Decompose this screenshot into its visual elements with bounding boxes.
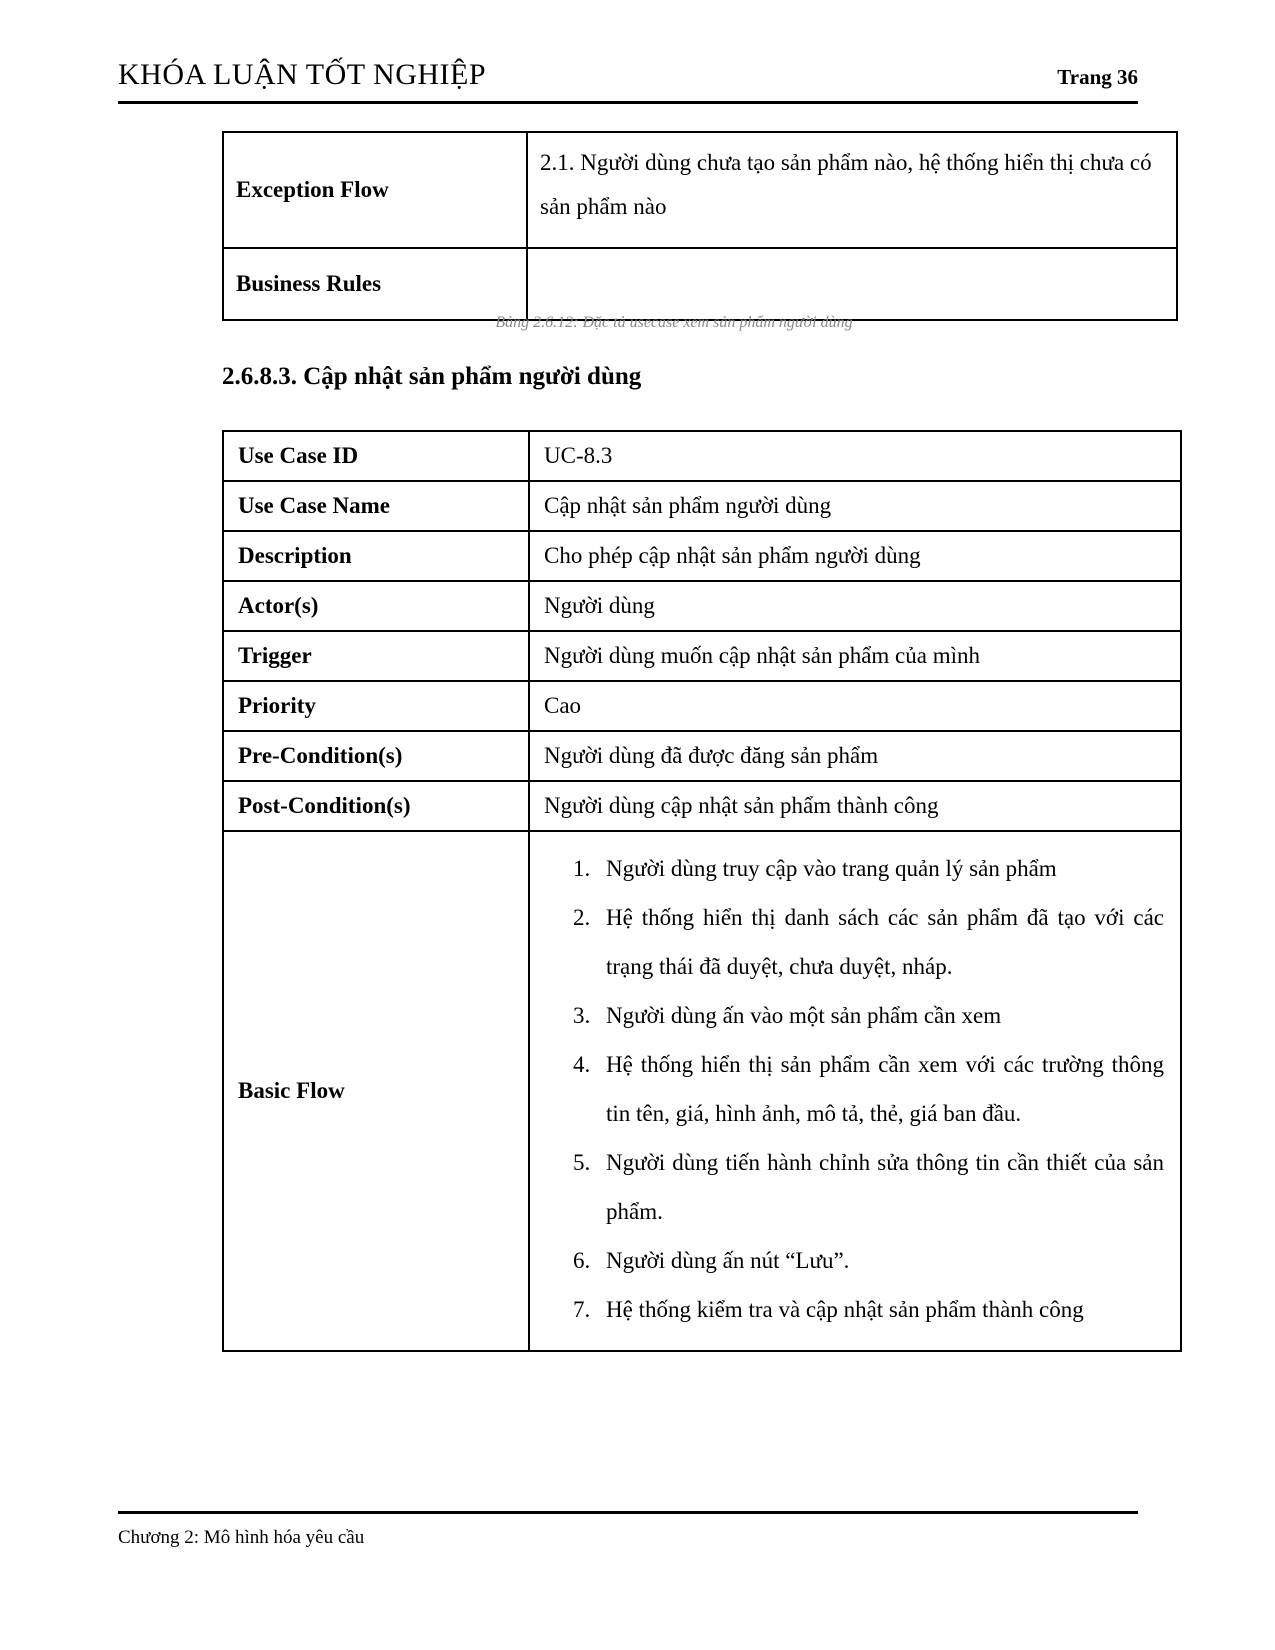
table-row	[223, 132, 1177, 248]
row-value-business-rules	[527, 248, 1177, 320]
row-value-actors: Người dùng	[529, 581, 1181, 631]
list-item: 3. Người dùng ấn vào một sản phẩm cần xem	[596, 991, 1164, 1040]
row-value-pre-conditions: Người dùng đã được đăng sản phẩm	[529, 731, 1181, 781]
table-row	[223, 581, 1181, 631]
row-label-pre-conditions: Pre-Condition(s)	[223, 731, 529, 781]
row-value-use-case-id: UC-8.3	[529, 431, 1181, 481]
row-label-basic-flow: Basic Flow	[223, 831, 529, 1351]
exception-flow-text: 2.1. Người dùng chưa tạo sản phẩm nào, hệ thống hiển thị chưa có sản phẩm nào	[540, 150, 1152, 219]
table-row	[223, 248, 1177, 320]
row-value-priority: Cao	[529, 681, 1181, 731]
row-value-use-case-name: Cập nhật sản phẩm người dùng	[529, 481, 1181, 531]
table-caption: Bảng 2.6.12: Đặc tả usecase xem sản phẩm người dùng	[495, 314, 853, 331]
list-item: 1. Người dùng truy cập vào trang quản lý sản phẩm	[596, 844, 1164, 893]
list-item: 6. Người dùng ấn nút “Lưu”.	[596, 1236, 1164, 1285]
table-row	[223, 681, 1181, 731]
row-value-exception-flow	[527, 132, 1177, 248]
row-value-description: Cho phép cập nhật sản phẩm người dùng	[529, 531, 1181, 581]
document-title: KHÓA LUẬN TỐT NGHIỆP	[118, 58, 487, 91]
row-label-use-case-name: Use Case Name	[223, 481, 529, 531]
row-value-trigger: Người dùng muốn cập nhật sản phẩm của mình	[529, 631, 1181, 681]
page-number: Trang 36	[1057, 65, 1138, 89]
table-row	[223, 481, 1181, 531]
table-row-basic-flow	[223, 831, 1181, 1351]
footer-divider	[118, 1511, 1138, 1514]
list-item: 5. Người dùng tiến hành chỉnh sửa thông tin cần thiết của sản phẩm.	[596, 1138, 1164, 1236]
table-row	[223, 731, 1181, 781]
row-label-priority: Priority	[223, 681, 529, 731]
row-label-post-conditions: Post-Condition(s)	[223, 781, 529, 831]
list-item: 2. Hệ thống hiển thị danh sách các sản phẩm đã tạo với các trạng thái đã duyệt, chưa duyệt, nháp.	[596, 893, 1164, 991]
row-label-trigger: Trigger	[223, 631, 529, 681]
exception-flow-table	[222, 131, 1178, 321]
list-item: 7. Hệ thống kiểm tra và cập nhật sản phẩm thành công	[596, 1285, 1164, 1334]
basic-flow-step-list	[544, 844, 1168, 1334]
usecase-specification-table	[222, 430, 1182, 1352]
table-row	[223, 631, 1181, 681]
header-divider	[118, 101, 1138, 104]
table-row	[223, 781, 1181, 831]
page-footer: Chương 2: Mô hình hóa yêu cầu	[118, 1527, 365, 1548]
row-value-basic-flow	[529, 831, 1181, 1351]
row-label-exception-flow: Exception Flow	[223, 132, 527, 248]
row-label-actors: Actor(s)	[223, 581, 529, 631]
table-row	[223, 531, 1181, 581]
row-value-post-conditions: Người dùng cập nhật sản phẩm thành công	[529, 781, 1181, 831]
row-label-business-rules: Business Rules	[223, 248, 527, 320]
row-label-description: Description	[223, 531, 529, 581]
table-row	[223, 431, 1181, 481]
section-heading: 2.6.8.3. Cập nhật sản phẩm người dùng	[222, 363, 642, 390]
row-label-use-case-id: Use Case ID	[223, 431, 529, 481]
list-item: 4. Hệ thống hiển thị sản phẩm cần xem với các trường thông tin tên, giá, hình ảnh, mô tả, thẻ, giá ban đầu.	[596, 1040, 1164, 1138]
